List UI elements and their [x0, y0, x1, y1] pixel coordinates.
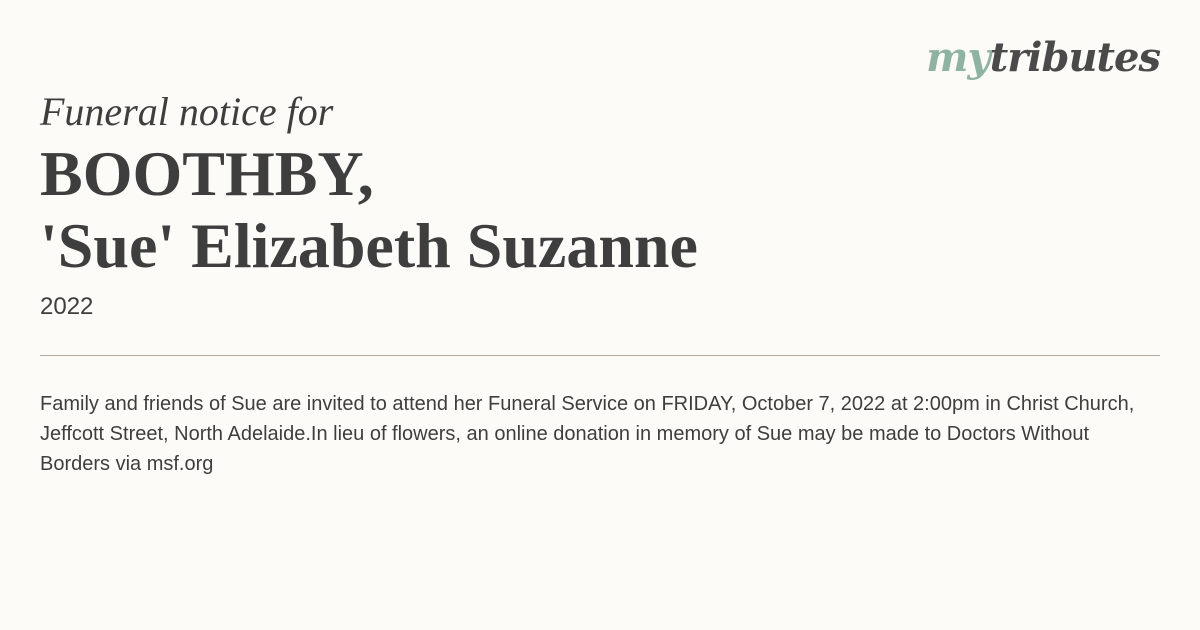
- notice-body-text: Family and friends of Sue are invited to attend her Funeral Service on FRIDAY, October 7, 2022 at 2:00pm in Christ Church, Jeffcott Street, North Adelaide.In lieu of flowers, an online donation in memory of Sue may be made to Doctors Without Borders via msf.org: [40, 393, 1135, 475]
- deceased-given-names: 'Sue' Elizabeth Suzanne: [40, 210, 698, 281]
- divider: [40, 355, 1160, 356]
- deceased-surname: BOOTHBY,: [40, 138, 374, 209]
- logo-my-text: my: [926, 34, 990, 81]
- notice-year: 2022: [40, 293, 94, 320]
- notice-subtitle: Funeral notice for: [40, 89, 334, 134]
- deceased-name: [40, 138, 698, 282]
- mytributes-logo: [926, 34, 1160, 82]
- logo-tributes-text: tributes: [989, 34, 1160, 81]
